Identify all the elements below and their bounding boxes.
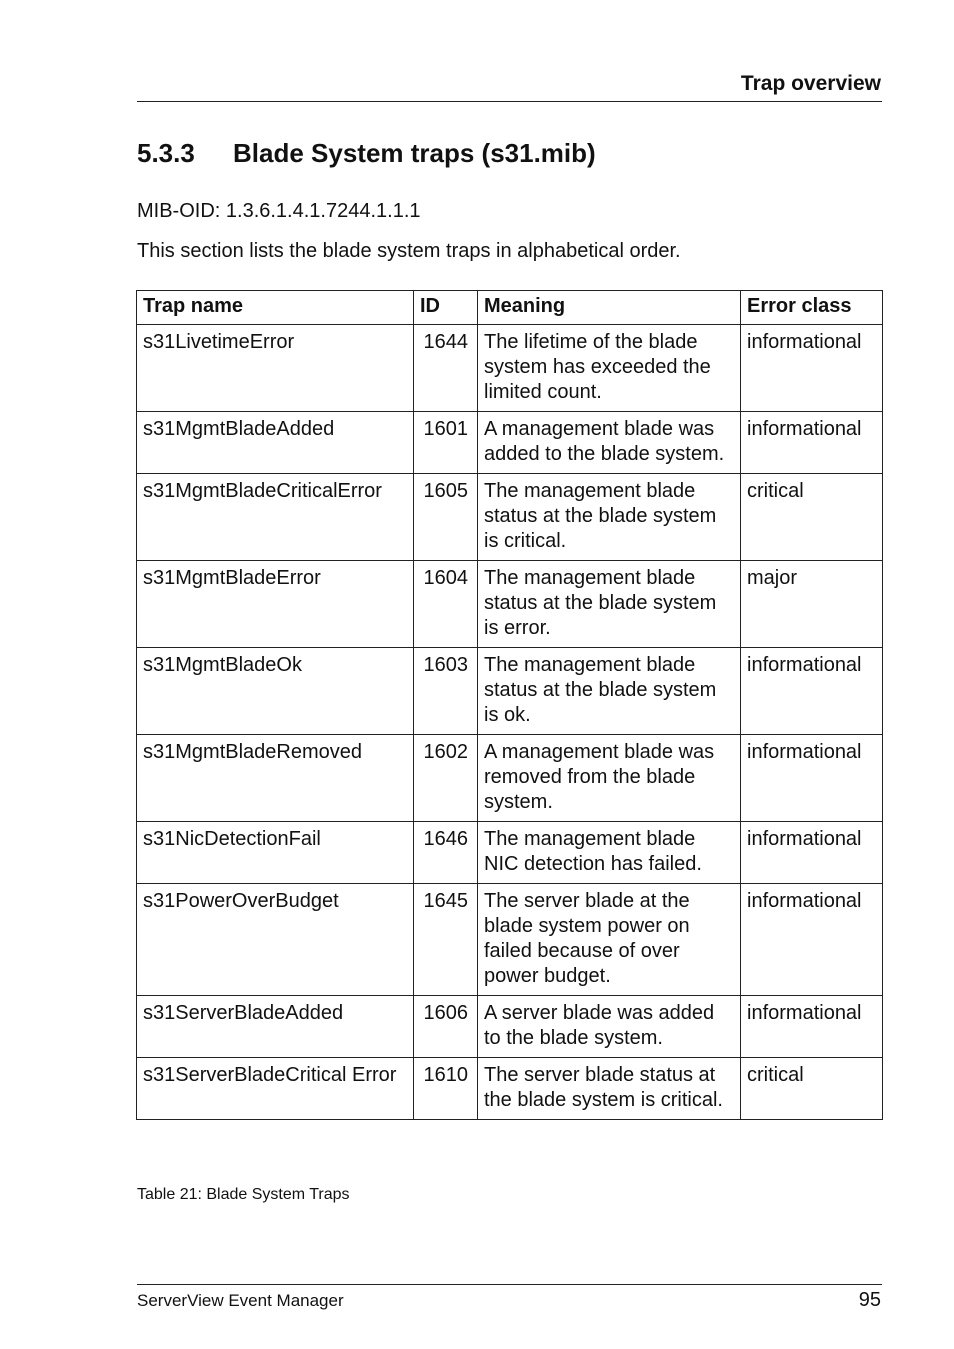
- col-header-trap-name: Trap name: [137, 291, 414, 325]
- table-row: [137, 884, 883, 996]
- error-class-cell: informational: [741, 648, 883, 735]
- meaning-cell: A management blade was added to the blade system.: [478, 412, 741, 474]
- trap-id-cell: 1644: [414, 325, 478, 412]
- trap-name-cell: s31PowerOverBudget: [137, 884, 414, 996]
- section-title: Blade System traps (s31.mib): [233, 138, 596, 168]
- running-header: Trap overview: [740, 72, 881, 95]
- trap-name-cell: s31NicDetectionFail: [137, 822, 414, 884]
- header-divider: [137, 101, 882, 102]
- error-class-cell: major: [741, 561, 883, 648]
- col-header-id: ID: [414, 291, 478, 325]
- meaning-cell: The management blade status at the blade system is error.: [478, 561, 741, 648]
- table-row: [137, 648, 883, 735]
- meaning-cell: The management blade status at the blade system is ok.: [478, 648, 741, 735]
- trap-name-cell: s31LivetimeError: [137, 325, 414, 412]
- trap-name-cell: s31MgmtBladeAdded: [137, 412, 414, 474]
- intro-text: This section lists the blade system traps in alphabetical order.: [137, 240, 681, 262]
- table-row: [137, 1058, 883, 1120]
- table-header-row: [137, 291, 883, 325]
- error-class-cell: informational: [741, 884, 883, 996]
- meaning-cell: The server blade status at the blade system is critical.: [478, 1058, 741, 1120]
- meaning-cell: The lifetime of the blade system has exceeded the limited count.: [478, 325, 741, 412]
- table-row: [137, 996, 883, 1058]
- meaning-cell: The management blade NIC detection has failed.: [478, 822, 741, 884]
- error-class-cell: informational: [741, 822, 883, 884]
- section-number: 5.3.3: [137, 138, 195, 168]
- table-row: [137, 561, 883, 648]
- error-class-cell: informational: [741, 412, 883, 474]
- error-class-cell: informational: [741, 325, 883, 412]
- trap-id-cell: 1605: [414, 474, 478, 561]
- trap-name-cell: s31ServerBladeAdded: [137, 996, 414, 1058]
- trap-id-cell: 1646: [414, 822, 478, 884]
- error-class-cell: critical: [741, 474, 883, 561]
- meaning-cell: A management blade was removed from the blade system.: [478, 735, 741, 822]
- table-row: [137, 822, 883, 884]
- trap-id-cell: 1606: [414, 996, 478, 1058]
- trap-name-cell: s31MgmtBladeRemoved: [137, 735, 414, 822]
- col-header-meaning: Meaning: [478, 291, 741, 325]
- trap-id-cell: 1604: [414, 561, 478, 648]
- meaning-cell: The server blade at the blade system power on failed because of over power budget.: [478, 884, 741, 996]
- table-row: [137, 412, 883, 474]
- trap-id-cell: 1610: [414, 1058, 478, 1120]
- trap-name-cell: s31MgmtBladeOk: [137, 648, 414, 735]
- mib-oid: MIB-OID: 1.3.6.1.4.1.7244.1.1.1: [137, 200, 421, 222]
- error-class-cell: informational: [741, 735, 883, 822]
- page-number: 95: [858, 1289, 881, 1311]
- table-row: [137, 735, 883, 822]
- table-caption: Table 21: Blade System Traps: [137, 1186, 350, 1203]
- error-class-cell: critical: [741, 1058, 883, 1120]
- section-heading: [137, 138, 596, 169]
- trap-name-cell: s31MgmtBladeError: [137, 561, 414, 648]
- meaning-cell: A server blade was added to the blade system.: [478, 996, 741, 1058]
- trap-id-cell: 1601: [414, 412, 478, 474]
- footer-divider: [137, 1284, 882, 1285]
- meaning-cell: The management blade status at the blade system is critical.: [478, 474, 741, 561]
- trap-name-cell: s31ServerBladeCritical Error: [137, 1058, 414, 1120]
- table-row: [137, 325, 883, 412]
- trap-id-cell: 1645: [414, 884, 478, 996]
- error-class-cell: informational: [741, 996, 883, 1058]
- footer-product-name: ServerView Event Manager: [137, 1291, 344, 1310]
- table-row: [137, 474, 883, 561]
- col-header-error-class: Error class: [741, 291, 883, 325]
- trap-id-cell: 1603: [414, 648, 478, 735]
- traps-table: [136, 290, 883, 1120]
- trap-name-cell: s31MgmtBladeCriticalError: [137, 474, 414, 561]
- trap-id-cell: 1602: [414, 735, 478, 822]
